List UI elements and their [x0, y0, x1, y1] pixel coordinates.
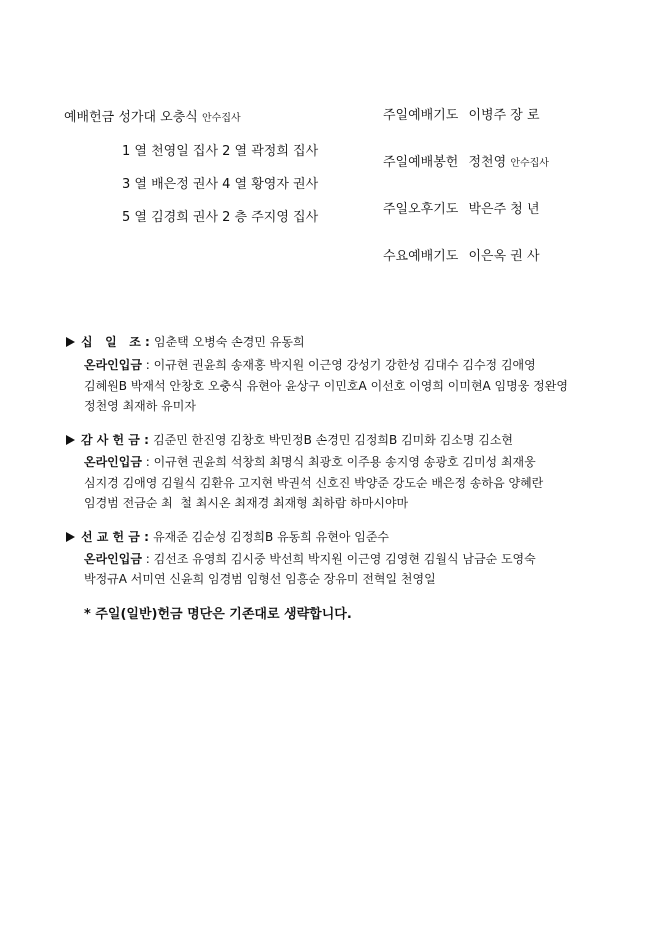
choir-row-2: 3 열 배은정 권사 4 열 황영자 권사: [122, 177, 319, 192]
triangle-bullet-icon: [66, 435, 75, 445]
sunday-offering-suffix: 안수집사: [510, 158, 549, 169]
afternoon-prayer-label: 주일오후기도: [383, 202, 459, 217]
sunday-offering: [383, 151, 549, 170]
triangle-bullet-icon: [66, 532, 75, 542]
omission-note: * 주일(일반)헌금 명단은 기존대로 생략합니다.: [84, 607, 352, 622]
wednesday-prayer-name: 이은옥 권 사: [468, 249, 540, 264]
choir-row-3: 5 열 김경희 권사 2 층 주지영 집사: [122, 210, 319, 225]
tithe-online-line-1: 온라인입금 : 이규현 권윤희 송재홍 박지원 이근영 강성기 강한성 김대수 김수정 김애영: [84, 358, 536, 372]
wednesday-prayer: [383, 245, 540, 264]
afternoon-prayer-name: 박은주 청 년: [468, 202, 540, 217]
tithe-online-line-3: 정천영 최재하 유미자: [84, 399, 196, 413]
mission-online-label: 온라인입금: [84, 552, 142, 566]
sunday-offering-label: 주일예배봉헌: [383, 155, 459, 170]
choir-title-text: 예배헌금 성가대 오충식: [64, 110, 198, 125]
mission-title: 선 교 헌 금: [81, 530, 140, 544]
wednesday-prayer-label: 수요예배기도: [383, 249, 459, 264]
tithe-online-line-2: 김혜원B 박재석 안창호 오충식 유현아 윤상구 이민호A 이선호 이영희 이미현A 임명웅 정완영: [84, 379, 568, 393]
sunday-prayer: [383, 104, 540, 123]
thanks-online-line-2: 심지경 김애영 김월식 김환유 고지현 박권석 신호진 박양준 강도순 배은정 송하음 양혜란: [84, 476, 544, 490]
choir-row-1: 1 열 천영일 집사 2 열 곽정희 집사: [122, 144, 319, 159]
thanks-title: 감 사 헌 금: [81, 433, 140, 447]
tithe-title: 십 일 조: [81, 335, 141, 349]
mission-online-line-2: 박정규A 서미연 신윤희 임경범 임형선 임흥순 장유미 전혁일 천영일: [84, 572, 436, 586]
tithe-online-names-1: 이규현 권윤희 송재홍 박지원 이근영 강성기 강한성 김대수 김수정 김애영: [153, 358, 536, 372]
sunday-afternoon-prayer: [383, 198, 540, 217]
choir-title-suffix: 안수집사: [202, 113, 241, 124]
mission-names: 유재준 김순성 김정희B 유동희 유현아 임준수: [153, 530, 390, 544]
mission-header: 선 교 헌 금 : 유재준 김순성 김정희B 유동희 유현아 임준수: [66, 528, 389, 545]
sunday-prayer-name: 이병주 장 로: [468, 108, 540, 123]
thanks-header: 감 사 헌 금 : 김준민 한진영 김창호 박민정B 손경민 김정희B 김미화 김소명 김소현: [66, 431, 513, 448]
mission-online-names-1: 김선조 유영희 김시중 박선희 박지원 이근영 김영현 김월식 남금순 도영숙: [153, 552, 536, 566]
thanks-online-line-3: 임경범 전금순 최 철 최시온 최재경 최재형 최하람 하마시야마: [84, 496, 409, 510]
tithe-header: 십 일 조 : 임춘택 오병숙 손경민 유동희: [66, 333, 305, 350]
sunday-prayer-label: 주일예배기도: [383, 108, 459, 123]
thanks-online-label: 온라인입금: [84, 455, 142, 469]
thanks-names: 김준민 한진영 김창호 박민정B 손경민 김정희B 김미화 김소명 김소현: [153, 433, 514, 447]
sunday-offering-name: 정천영: [468, 155, 507, 170]
mission-online-line-1: 온라인입금 : 김선조 유영희 김시중 박선희 박지원 이근영 김영현 김월식 남금순 도영숙: [84, 552, 536, 566]
thanks-online-line-1: 온라인입금 : 이규현 권윤희 석창희 최명식 최광호 이주용 송지영 송광호 김미성 최재웅: [84, 455, 536, 469]
offering-choir-title: [64, 106, 241, 125]
tithe-names: 임춘택 오병숙 손경민 유동희: [154, 335, 305, 349]
triangle-bullet-icon: [66, 337, 75, 347]
thanks-online-names-1: 이규현 권윤희 석창희 최명식 최광호 이주용 송지영 송광호 김미성 최재웅: [153, 455, 536, 469]
tithe-online-label: 온라인입금: [84, 358, 142, 372]
